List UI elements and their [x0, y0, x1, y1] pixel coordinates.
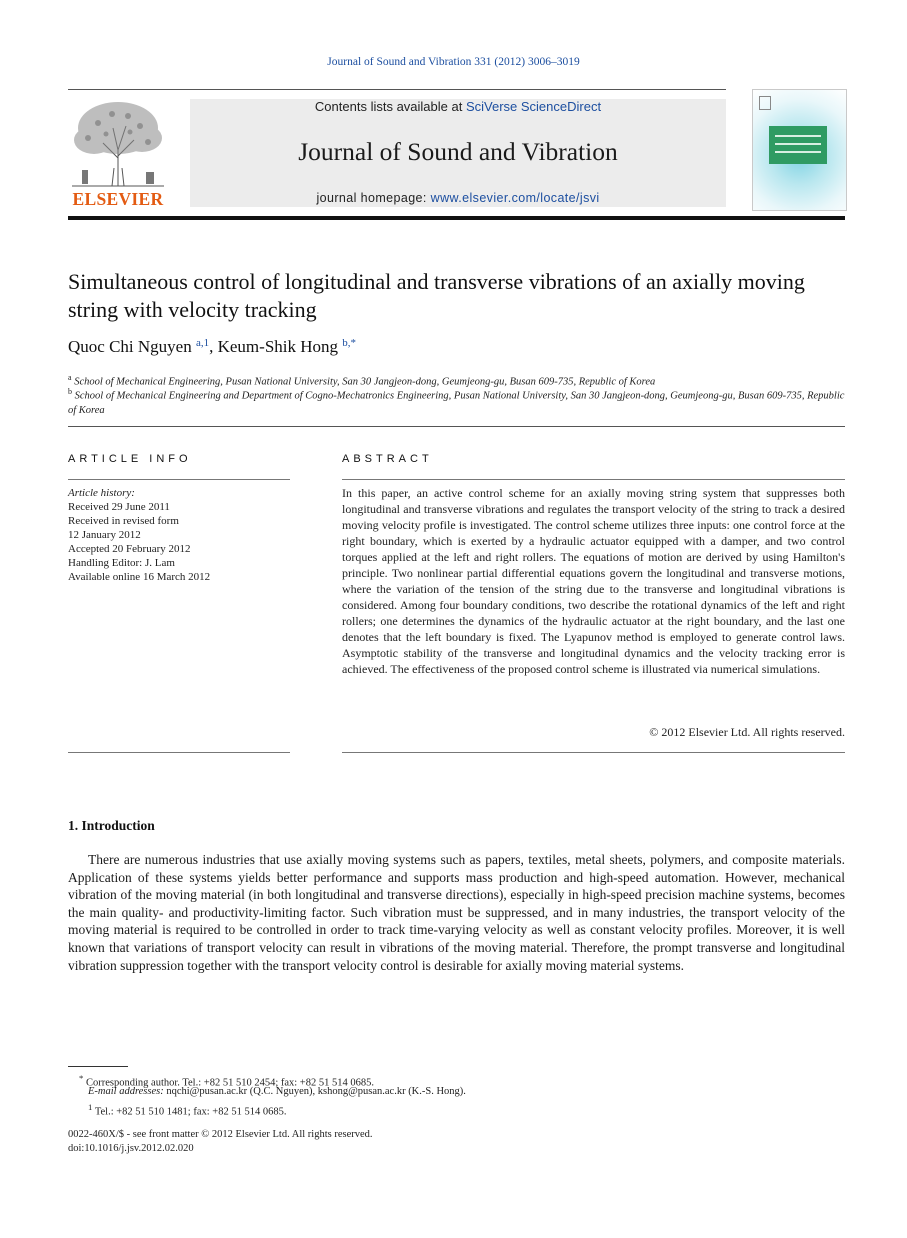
author-name-1[interactable]: Quoc Chi Nguyen — [68, 337, 192, 356]
history-title: Article history: — [68, 487, 135, 499]
contents-prefix: Contents lists available at — [314, 99, 466, 114]
history-line: Handling Editor: J. Lam — [68, 557, 175, 569]
footnote-corresponding-text: Corresponding author. Tel.: +82 51 510 2454; fax: +82 51 514 0685. — [86, 1077, 374, 1089]
email-addresses[interactable]: nqchi@pusan.ac.kr (Q.C. Nguyen), kshong@pusan.ac.kr (K.-S. Hong). — [163, 1086, 466, 1097]
journal-banner — [190, 99, 726, 207]
journal-citation[interactable]: Journal of Sound and Vibration 331 (2012) 3006–3019 — [327, 56, 580, 68]
contents-line — [190, 99, 726, 114]
abstract-text: In this paper, an active control scheme for an axially moving string system that suppresses both longitudinal and transverse vibrations and regulates the transport velocity of the string to track a desired moving velocity profile is investigated. The control scheme utilizes three inputs: one control force at the right boundary, which is exerted by a hydraulic actuator equipped with a damper, and two control torques applied at the left and right rollers. The equations of motion are derived by using Hamilton's principle. Two nonlinear partial differential equations govern the longitudinal and transverse motions, where the variation of the tension of the string due to the transverse and longitudinal vibrations is considered. Among four boundary conditions, two describe the rotational dynamics of the left and right rollers; one determines the dynamics of the hydraulic actuator at the right boundary, and the last one denotes that the left boundary is fixed. The Lyapunov method is employed to generate control laws. Asymptotic stability of the transverse and longitudinal dynamics and the velocity tracking error is achieved. The effectiveness of the proposed control scheme is illustrated via numerical simulations. — [342, 486, 845, 676]
cover-title-box — [769, 126, 827, 164]
affiliation-text-b: School of Mechanical Engineering and Department of Cogno-Mechatronics Engineering, Pusan National University, San 30 Jangjeon-dong, Geumjeong-gu, Busan 609-735, Republic of Korea — [68, 390, 845, 416]
issn-line: 0022-460X/$ - see front matter © 2012 Elsevier Ltd. All rights reserved. — [68, 1129, 373, 1140]
elsevier-tree-icon — [68, 98, 168, 188]
affiliation-b — [68, 385, 848, 419]
abstract-rule-top — [342, 479, 845, 480]
author-marks-2[interactable]: b,* — [342, 337, 357, 349]
doi-link[interactable]: doi:10.1016/j.jsv.2012.02.020 — [68, 1143, 194, 1154]
footnote-mark-star: * — [79, 1073, 84, 1083]
footnote-mark-1: 1 — [88, 1102, 93, 1112]
header-rule-thick — [68, 216, 845, 220]
author-name-2[interactable]: Keum-Shik Hong — [217, 337, 339, 356]
publisher-logo-text: ELSEVIER — [72, 189, 164, 209]
abstract-copyright: © 2012 Elsevier Ltd. All rights reserved. — [649, 725, 845, 739]
history-line: Received in revised form — [68, 515, 179, 527]
affiliation-mark-b: b — [68, 387, 72, 396]
homepage-link[interactable]: www.elsevier.com/locate/jsvi — [430, 191, 600, 205]
footnote-1-text: Tel.: +82 51 510 1481; fax: +82 51 514 0685. — [94, 1106, 287, 1118]
homepage-prefix: journal homepage: — [316, 191, 431, 205]
article-history — [68, 486, 290, 584]
journal-name: Journal of Sound and Vibration — [298, 137, 618, 166]
article-info-heading: ARTICLE INFO — [68, 453, 192, 465]
homepage-line — [190, 191, 726, 205]
article-info-rule-bottom — [68, 752, 290, 753]
abstract-heading: ABSTRACT — [342, 453, 433, 465]
article-title: Simultaneous control of longitudinal and transverse vibrations of an axially moving string with velocity tracking — [68, 269, 805, 322]
introduction-paragraph: There are numerous industries that use axially moving systems such as papers, textiles, metal sheets, polymers, and composite materials. Application of these systems yields better performance and supports mass production and high-speed automation. However, mechanical vibration of the moving material (in both longitudinal and transverse directions), especially in high-speed precision machine systems, becomes the main quality- and productivity-limiting factor. Such vibration must be suppressed, and in many industries, the transport velocity of the moving material is required to be controlled in order to track time-varying velocity as well as constant velocity profiles. Moreover, it is well known that variations of transport velocity can result in vibrations of the moving material. Therefore, the prompt transverse and longitudinal vibration suppression together with the transport velocity control is desirable for axially moving material systems. — [68, 852, 845, 973]
footnote-emails — [88, 1085, 865, 1099]
cover-logo-icon — [759, 96, 771, 110]
email-label: E-mail addresses: — [88, 1086, 164, 1097]
article-info-rule-top — [68, 479, 290, 480]
sciencedirect-link[interactable]: SciVerse ScienceDirect — [465, 99, 602, 114]
history-line: 12 January 2012 — [68, 529, 141, 541]
abstract-rule-bottom — [342, 752, 845, 753]
footnote-rule — [68, 1066, 128, 1067]
affiliation-text-a: School of Mechanical Engineering, Pusan National University, San 30 Jangjeon-dong, Geumjeong-gu, Busan 609-735, Republic of Korea — [74, 376, 656, 388]
footnote-1 — [88, 1100, 865, 1120]
history-line: Accepted 20 February 2012 — [68, 543, 191, 555]
history-line: Available online 16 March 2012 — [68, 571, 211, 583]
title-block-rule — [68, 426, 845, 427]
section-heading-introduction: 1. Introduction — [68, 818, 155, 833]
author-list — [68, 337, 356, 357]
affiliation-mark-a: a — [68, 373, 72, 382]
author-marks-1[interactable]: a,1 — [195, 337, 210, 349]
author-separator: , — [209, 337, 218, 356]
elsevier-logo[interactable] — [68, 98, 168, 210]
history-line: Received 29 June 2011 — [68, 501, 170, 513]
header-rule-top — [68, 89, 726, 90]
journal-cover-thumbnail[interactable] — [752, 89, 847, 211]
